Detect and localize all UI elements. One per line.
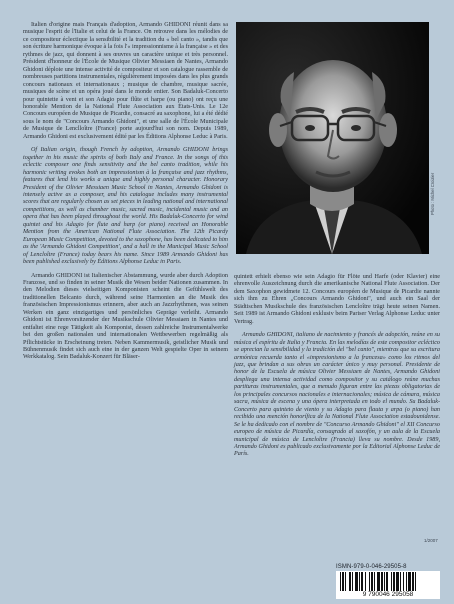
biography-french: Italien d'origine mais Français d'adoption, Armando GHIDONI réunit dans sa musique l'esprit de l'Italie et celui de la France. On retrouve dans les mélodies de ce compositeur éclectique la sensibilité et la tradition du « bel canto », tandis que son écriture harmonique évoque à la fois l'« impressionnisme à la française » et des rythmes de jazz, qui donnent à ses œuvres un caractère unique et très personnel. Président d'honneur de l'École de Musique Olivier Messiaen de Nantes, Armando Ghidoni déploie une intense activité de compositeur et son catalogue rassemble de nombreuses partitions instrumentales, régulièrement imposées dans les plus grands concours nationaux et internationaux ; musique de chambre, musique sacrée, musiques de scène et un opéra joué dans le monde entier. Son Badaluk-Concerto pour quintette à vent et son Adagio pour flûte et harpe (ou piano) ont reçu une honorable Mention de la National Flute Association aux États-Unis. Le 12e Concours européen de Musique de Picardie, consacré au saxophone, lui a été dédié sous le nom de "Concours Armando Ghidoni", et une salle de l'École Municipale de Musique de Lenclloître (France) porte aujourd'hui son nom. Depuis 1989, Armando Ghidoni est exclusivement édité par les Éditions Alphonse Leduc à Paris.	[23, 22, 228, 140]
edition-code: 1/2007	[424, 538, 438, 543]
barcode-bar	[352, 572, 353, 591]
barcode-bar	[415, 572, 416, 591]
barcode-bar	[393, 572, 395, 591]
barcode-bar	[349, 572, 351, 591]
biography-left-column	[23, 22, 228, 368]
ismn-number: ISMN-979-0-046-29505-8	[336, 564, 407, 570]
biography-english: Of Italian origin, though French by adoption, Armando GHIDONI brings together in his music the spirits of both Italy and France. In the songs of this eclectic composer one finds sensitivity and the bel canto tradition, while his harmonic writing evokes both an impressionism à la française and jazz rhythms, features that lend his works a unique and highly personal character. Honorary President of the Olivier Messiaen Music School in Nantes, Armando Ghidoni is intensely active as a composer, and his catalogue includes many instrumental scores that are regularly chosen as set pieces in leading national and international competitions, as well as chamber music, sacred music, incidental music and an opera that has been played throughout the world. His Badaluk-Concerto for wind quintet and his Adagio for flute and harp (or piano) received an Honorable Mention from the American National Flute Association. The 12th Picardy European Music Competition, devoted to the saxophone, has been dedicated to him as the 'Armando Ghidoni Competition', and a hall in the Municipal Music School of Lencloître (France) today bears his name. Since 1989 Armando Ghidoni has been published exclusively by Éditions Alphonse Leduc in Paris.	[23, 147, 228, 266]
biography-spanish: Armando GHIDONI, italiano de nacimiento y francés de adopción, reúne en su música el espíritu de Italia y Francia. En las melodías de este compositor ecléctico se aprecian la sensibilidad y la tradición del "bel canto", mientras que su escritura armónica recuerda tanto el «impresionismo a la francesa» como los ritmos del jazz, que brindan a sus obras un carácter único y muy personal. Presidente de honor de la Escuela de música Olivier Messiaen de Nantes, Armando Ghidoni despliega una intensa actividad como compositor y su catálogo reúne muchas partituras instrumentales, que a menudo figuran entre las piezas obligatorias de los principales concursos nacionales e internacionales; música de cámara, música sacra, música de escena y una ópera interpretada en todo el mundo. Su Badaluk-Concerto para quinteto de viento y su Adagio para flauta y arpa (o piano) han recibido una mención honorífica de la National Flute Association estadounidense. Se le ha dedicado con el nombre de "Concurso Armando Ghidoni" el XII Concurso europeo de música de Picardía, consagrado al saxofón, y un aula de la Escuela municipal de música de Lencloître (Francia) lleva su nombre. Desde 1989, Armando Ghidoni es publicado exclusivamente por la Editorial Alphonse Leduc de París.	[234, 332, 440, 458]
barcode-bar	[403, 572, 404, 591]
biography-german: Armando GHIDONI ist Italienischer Abstammung, wurde aber durch Adoption Franzose, und so finden in seiner Musik die Wesen beider Nationen zusammen. In den Melodien dieses vielseitigen Komponisten scheint die Gefühlswelt des traditionellen Belcanto durch, während seine Harmonien an die Musik des französischen Impressionismus erinnern, aber auch an Jazzrhythmen, was seinen Werken ein ganz einzigartiges und persönliches Gepräge verleiht. Armando Ghidoni ist Ehrenvorsitzender der Musikschule Olivier Messiaen in Nantes und entfaltet eine rege Tätigkeit als Komponist, dessen zahlreiche Instrumentalwerke bei den großen nationalen und internationalen Wettbewerben regelmäßig als Pflichtstücke in Erscheinung treten. Neben Kammermusik, geistlicher Musik und Bühnenmusik findet sich auch eine in der ganzen Welt gespielte Oper in seinem Werkkatalog. Sein Badaluk-Konzert für Bläser-	[23, 272, 228, 361]
barcode-bar	[412, 572, 414, 591]
barcode-bar	[365, 572, 366, 591]
photo-credit: Photo : Michel Croizier	[430, 172, 435, 215]
barcode-bar	[374, 572, 375, 591]
barcode	[336, 571, 440, 599]
barcode-bar	[400, 572, 401, 591]
barcode-bar	[408, 572, 411, 591]
barcode-bar	[396, 572, 399, 591]
barcode-bar	[381, 572, 383, 591]
barcode-bar	[361, 572, 363, 591]
barcode-bar	[345, 572, 346, 591]
barcode-digits: 9 790046 295058	[336, 591, 440, 599]
composer-portrait	[236, 22, 429, 254]
portrait-image	[236, 22, 429, 254]
barcode-bar	[369, 572, 370, 591]
biography-right-column	[234, 274, 440, 465]
barcode-bar	[371, 572, 373, 591]
barcode-bar	[391, 572, 392, 591]
barcode-bar	[384, 572, 385, 591]
barcode-bar	[342, 572, 344, 591]
barcode-bar	[386, 572, 388, 591]
barcode-bar	[340, 572, 341, 591]
barcode-bar	[377, 572, 380, 591]
barcode-bar	[359, 572, 360, 591]
barcode-bar	[355, 572, 358, 591]
biography-german-continued: quintett erhielt ebenso wie sein Adagio für Flöte und Harfe (oder Klavier) eine ehrenvolle Auszeichnung durch die amerikanische National Flute Association. Der dem Saxophon gewidmete 12. Concours européen de Musique de Picardie nannte sich ihm zu Ehren „Concours Armando Ghidoni", und auch ein Saal der Städtischen Musikschule des französischen Lencloître trägt heute seinen Namen. Seit 1989 ist Armando Ghidoni exklusiv beim Pariser Verlag Alphonse Leduc unter Vertrag.	[234, 274, 440, 325]
barcode-bar	[406, 572, 407, 591]
